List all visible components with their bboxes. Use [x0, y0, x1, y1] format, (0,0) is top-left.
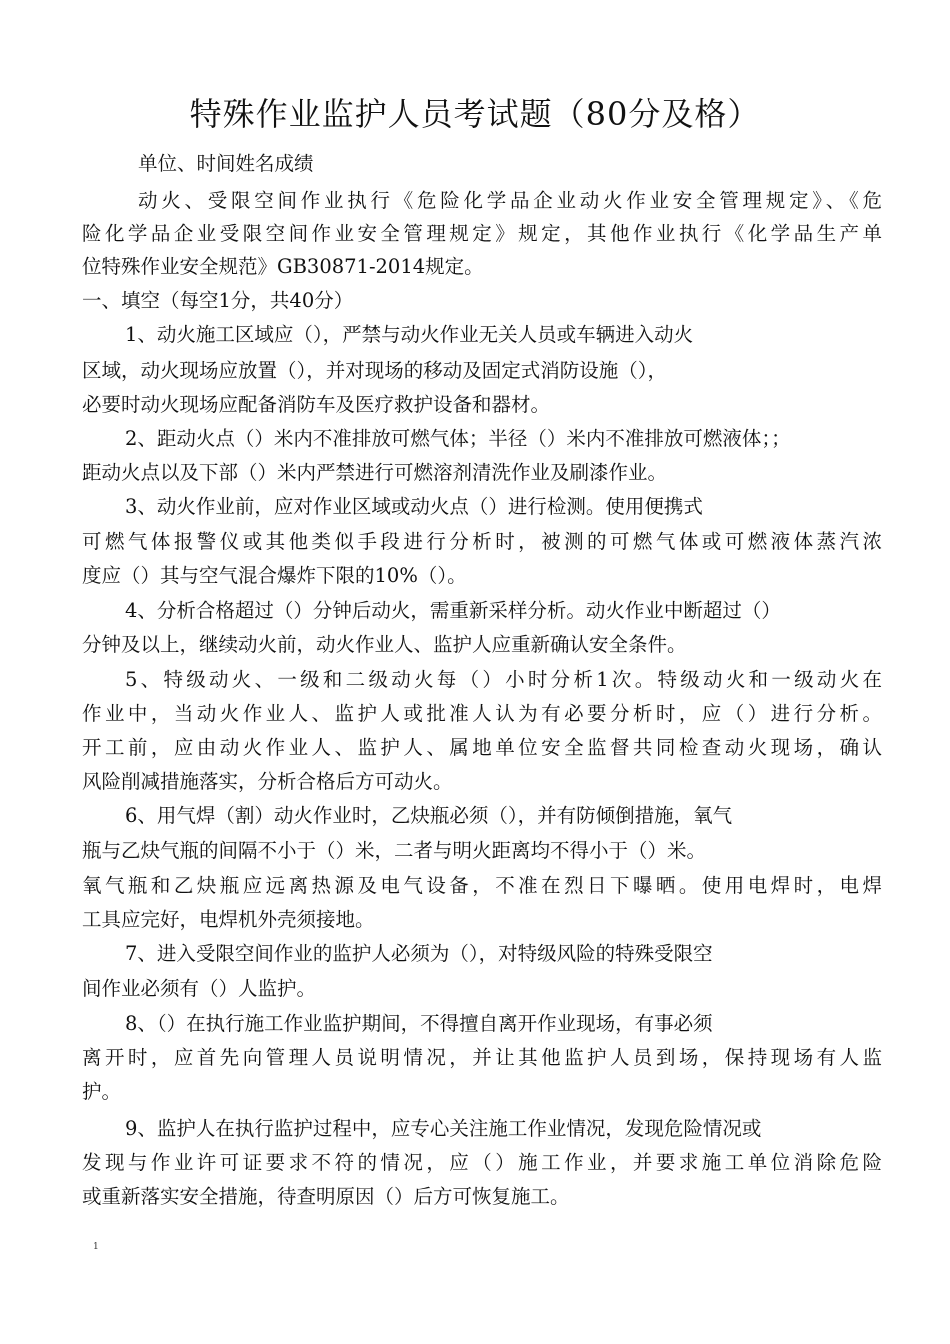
question-line: 1、动火施工区域应（），严禁与动火作业无关人员或车辆进入动火	[125, 323, 694, 346]
question-line: 5、特级动火、一级和二级动火每（）小时分析1次。特级动火和一级动火在	[125, 668, 882, 691]
question-line: 工具应完好，电焊机外壳须接地。	[82, 908, 375, 931]
header-fields-line: 单位、时间姓名成绩	[138, 152, 314, 175]
page-title: 特殊作业监护人员考试题（80分及格）	[189, 95, 761, 133]
question-line: 瓶与乙炔气瓶的间隔不小于（）米，二者与明火距离均不得小于（）米。	[82, 839, 707, 862]
question-line: 可燃气体报警仪或其他类似手段进行分析时，被测的可燃气体或可燃液体蒸汽浓	[82, 530, 882, 553]
question-line: 7、进入受限空间作业的监护人必须为（），对特级风险的特殊受限空	[125, 942, 713, 965]
intro-line-2: 险化学品企业受限空间作业安全管理规定》规定，其他作业执行《化学品生产单	[82, 222, 882, 245]
section-heading: 一、填空（每空1分，共40分）	[82, 289, 354, 312]
question-line: 开工前，应由动火作业人、监护人、属地单位安全监督共同检查动火现场，确认	[82, 736, 882, 759]
question-line: 距动火点以及下部（）米内严禁进行可燃溶剂清洗作业及刷漆作业。	[82, 461, 668, 484]
question-line: 或重新落实安全措施，待查明原因（）后方可恢复施工。	[82, 1185, 570, 1208]
question-line: 分钟及以上，继续动火前，动火作业人、监护人应重新确认安全条件。	[82, 633, 687, 656]
question-line: 6、用气焊（割）动火作业时，乙炔瓶必须（），并有防倾倒措施，氧气	[125, 804, 733, 827]
question-line: 作业中，当动火作业人、监护人或批准人认为有必要分析时，应（）进行分析。	[82, 702, 882, 725]
question-line: 2、距动火点（）米内不准排放可燃气体；半径（）米内不准排放可燃液体；；	[125, 427, 791, 450]
question-line: 4、分析合格超过（）分钟后动火，需重新采样分析。动火作业中断超过（）	[125, 599, 781, 622]
question-line: 区域，动火现场应放置（），并对现场的移动及固定式消防设施（），	[82, 359, 668, 382]
question-line: 必要时动火现场应配备消防车及医疗救护设备和器材。	[82, 393, 551, 416]
intro-line-3: 位特殊作业安全规范》GB30871-2014规定。	[82, 255, 484, 278]
question-line: 9、监护人在执行监护过程中，应专心关注施工作业情况，发现危险情况或	[125, 1117, 762, 1140]
question-line: 发现与作业许可证要求不符的情况，应（）施工作业，并要求施工单位消除危险	[82, 1151, 882, 1174]
question-line: 氧气瓶和乙炔瓶应远离热源及电气设备，不准在烈日下曝晒。使用电焊时，电焊	[82, 874, 882, 897]
intro-line-1: 动火、受限空间作业执行《危险化学品企业动火作业安全管理规定》、《危	[138, 189, 882, 212]
question-line: 3、动火作业前，应对作业区域或动火点（）进行检测。使用便携式	[125, 495, 703, 518]
question-line: 风险削减措施落实，分析合格后方可动火。	[82, 770, 453, 793]
question-line: 度应（）其与空气混合爆炸下限的10%（）。	[82, 564, 467, 587]
question-line: 护。	[82, 1080, 122, 1103]
question-line: 8、（）在执行施工作业监护期间，不得擅自离开作业现场，有事必须	[125, 1012, 713, 1035]
page-number: 1	[93, 1242, 99, 1252]
question-line: 离开时，应首先向管理人员说明情况，并让其他监护人员到场，保持现场有人监	[82, 1046, 882, 1069]
question-line: 间作业必须有（）人监护。	[82, 977, 317, 1000]
